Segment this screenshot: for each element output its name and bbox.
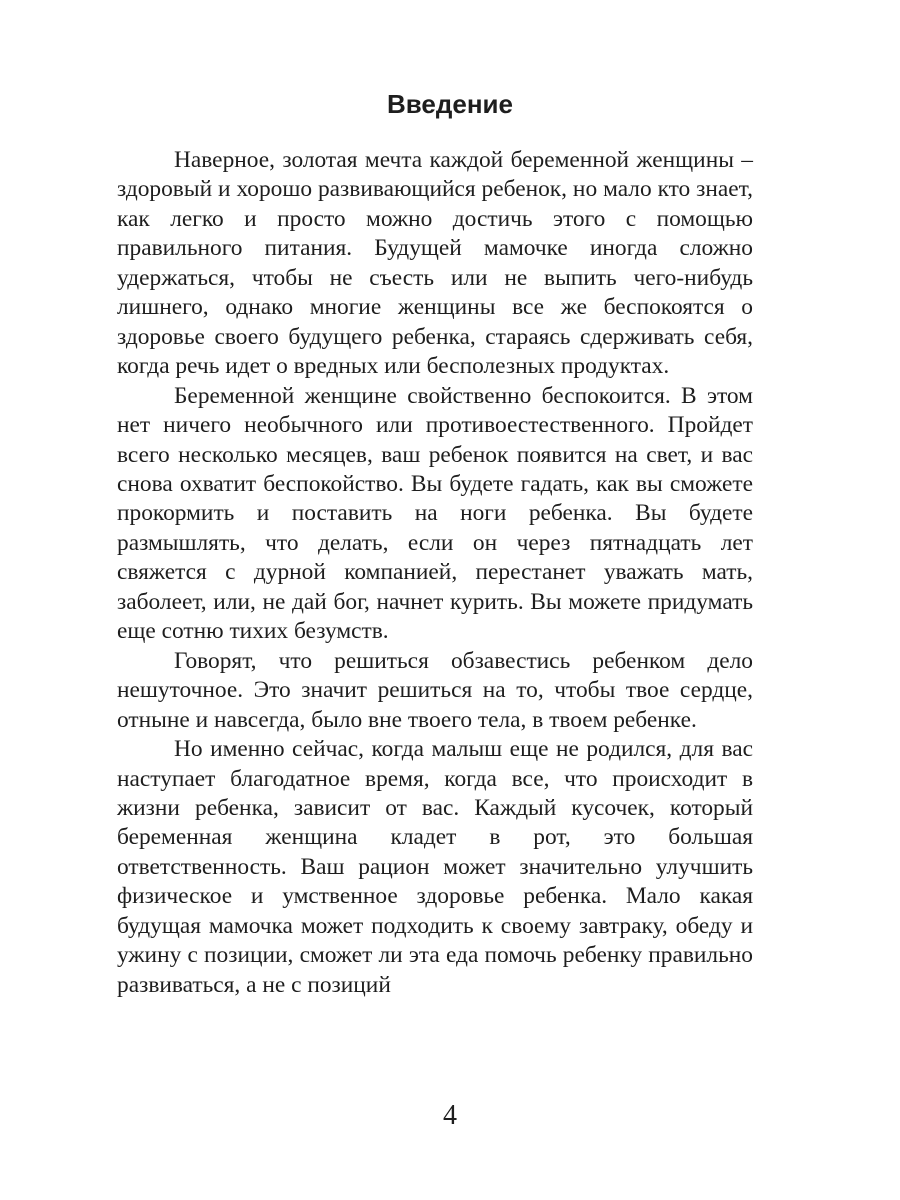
chapter-body (117, 146, 753, 1000)
paragraph-2: Беременной женщине свойственно беспокоится. В этом нет ничего необычного или противоестественного. Пройдет всего несколько месяцев, ваш ребенок появится на свет, и вас снова охватит беспокойство. Вы будете гадать, как вы сможете прокормить и поставить на ноги ребенка. Вы будете размышлять, что делать, если он через пятнадцать лет свяжется с дурной компанией, перестанет уважать мать, заболеет, или, не дай бог, начнет курить. Вы можете придумать еще сотню тихих безумств. (117, 382, 753, 645)
page-number: 4 (443, 1100, 457, 1131)
paragraph-3: Говорят, что решиться обзавестись ребенком дело нешуточное. Это значит решиться на то, чтобы твое сердце, отныне и навсегда, было вне твоего тела, в твоем ребенке. (117, 647, 753, 733)
chapter-title: Введение (387, 89, 513, 119)
paragraph-1: Наверное, золотая мечта каждой беременной женщины – здоровый и хорошо развивающийся ребенок, но мало кто знает, как легко и просто можно достичь этого с помощью правильного питания. Будущей мамочке иногда сложно удержаться, чтобы не съесть или не выпить чего-нибудь лишнего, однако многие женщины все же беспокоятся о здоровье своего будущего ребенка, стараясь сдерживать себя, когда речь идет о вредных или бесполезных продуктах. (117, 147, 753, 380)
paragraph-4: Но именно сейчас, когда малыш еще не родился, для вас наступает благодатное время, когда все, что происходит в жизни ребенка, зависит от вас. Каждый кусочек, который беременная женщина кладет в рот, это большая ответственность. Ваш рацион может значительно улучшить физическое и умственное здоровье ребенка. Мало какая будущая мамочка может подходить к своему завтраку, обеду и ужину с позиции, сможет ли эта еда помочь ребенку правильно развиваться, а не с позиций (117, 736, 753, 998)
